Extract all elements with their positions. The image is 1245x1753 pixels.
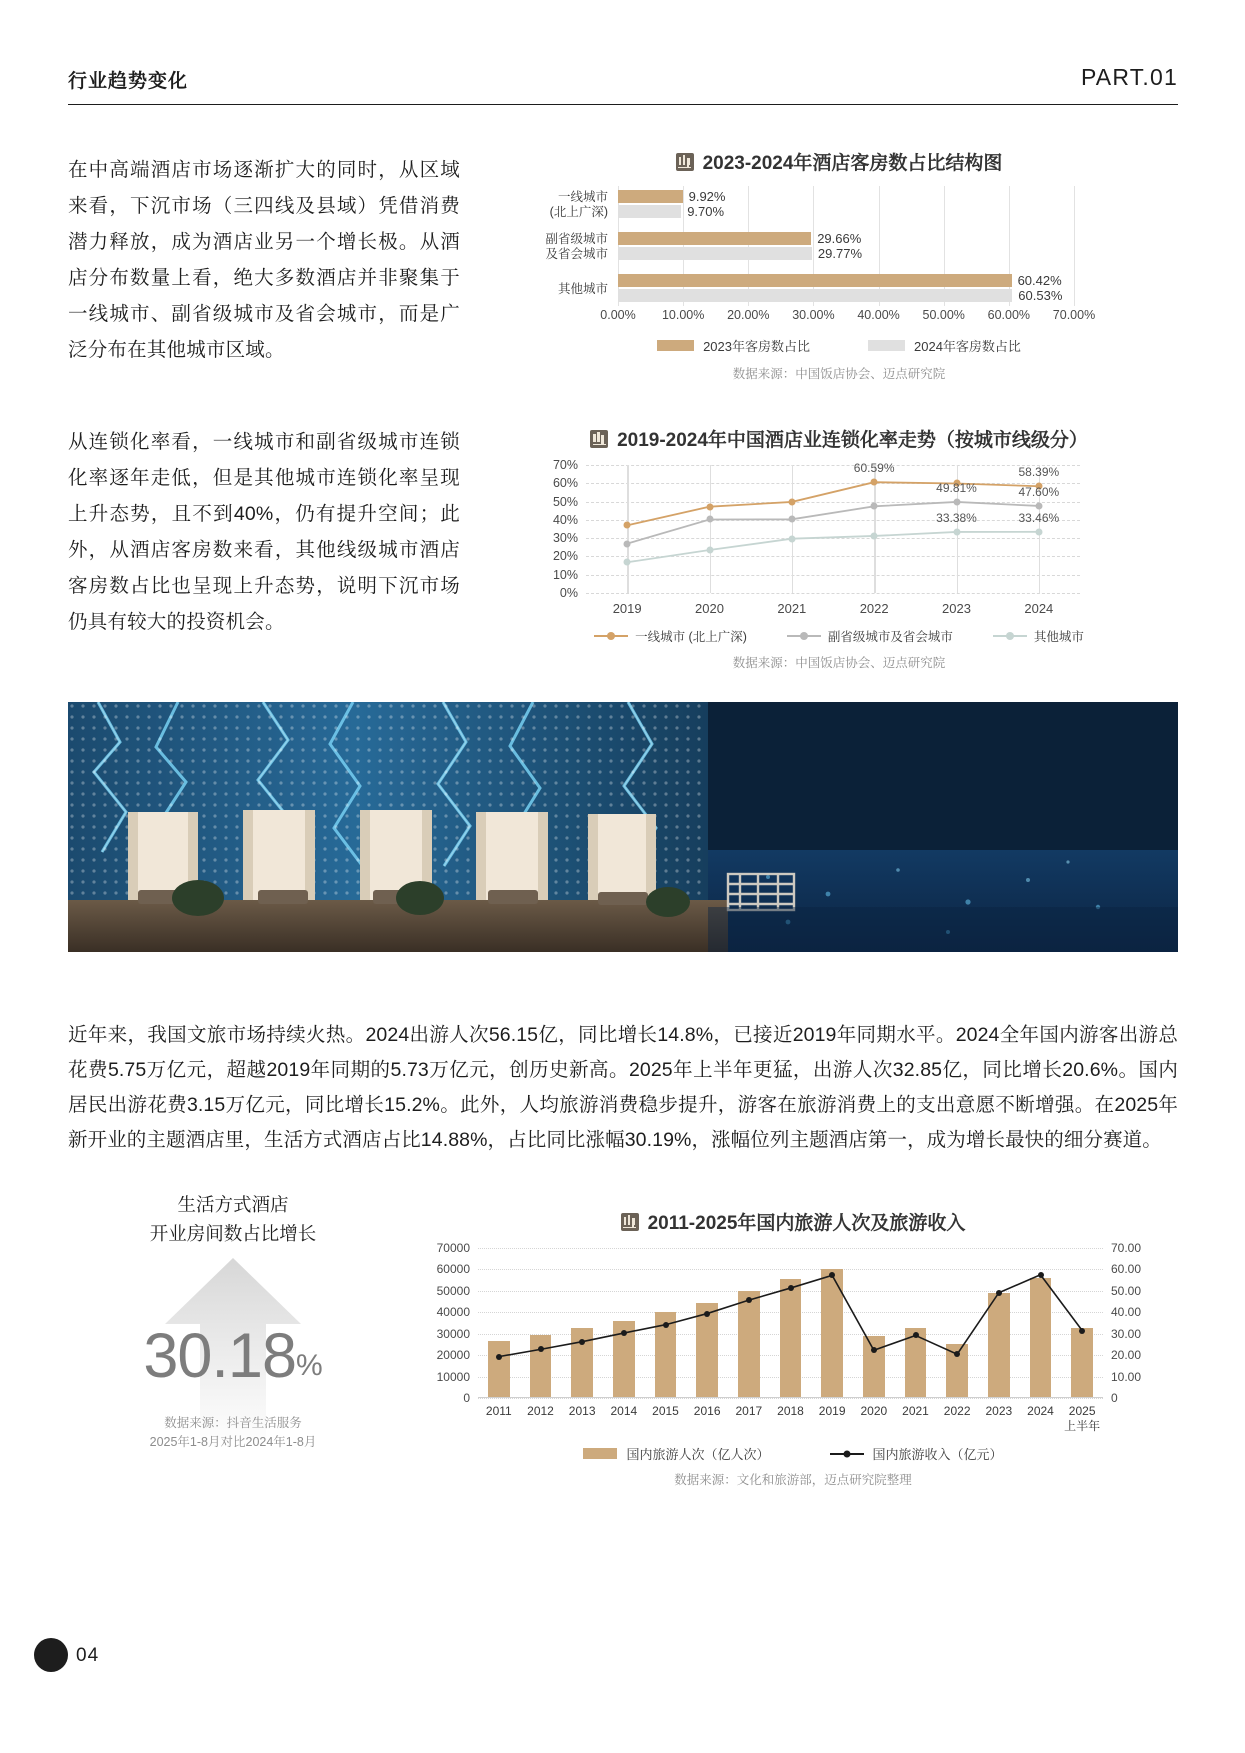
chart3-x-tick: 2020: [860, 1404, 888, 1418]
chart1-x-tick: 70.00%: [1052, 308, 1096, 322]
chart2-data-point: [1035, 528, 1042, 535]
chart-domestic-tourism: [398, 1208, 1188, 1498]
gridline: [478, 1398, 1103, 1399]
chart3-data-point: [496, 1354, 502, 1360]
chart1-value-label: 9.92%: [688, 189, 726, 204]
chart3-data-point: [1038, 1272, 1044, 1278]
arrow-block-source-line2: 2025年1-8月对比2024年1-8月: [149, 1435, 317, 1449]
chart1-category-label: 一线城市 (北上广深): [549, 190, 608, 219]
chart3-y-tick-left: 50000: [436, 1283, 470, 1298]
chart2-point-label: 60.59%: [853, 461, 895, 476]
chart2-data-point: [706, 503, 713, 510]
header-section-title: 行业趋势变化: [68, 71, 189, 92]
chart3-data-point: [829, 1272, 835, 1278]
chart2-x-tick: 2020: [695, 601, 724, 616]
chart2-title-text: 2019-2024年中国酒店业连锁化率走势（按城市线级分）: [617, 430, 1088, 451]
chart3-y-tick-right: 30.00: [1111, 1326, 1142, 1341]
chart1-legend: [500, 336, 1178, 355]
chart3-y-tick-right: 0: [1111, 1391, 1118, 1405]
chart3-data-point: [621, 1330, 627, 1336]
chart2-data-point: [624, 559, 631, 566]
arrow-block-title-line1: 生活方式酒店: [177, 1194, 289, 1215]
chart3-plot: [436, 1241, 1142, 1433]
chart3-legend-item: 国内旅游人次（亿人次）: [583, 1444, 769, 1463]
chart-hotel-room-share: [500, 148, 1178, 398]
chart2-data-point: [871, 503, 878, 510]
chart2-plot: [552, 458, 1080, 616]
chart1-bar: [618, 232, 811, 245]
page-number: 04: [76, 1645, 100, 1666]
gridline: [879, 186, 880, 306]
chart3-x-tick: 2019: [818, 1404, 846, 1418]
chart2-data-point: [788, 498, 795, 505]
gridline: [1074, 186, 1075, 306]
chart3-y-tick-right: 10.00: [1111, 1369, 1142, 1384]
footer-bullet: [34, 1638, 68, 1672]
chart1-legend-item: 2023年客房数占比: [657, 336, 810, 355]
chart3-y-tick-right: 70.00: [1111, 1241, 1142, 1255]
chart1-plot: [545, 186, 1074, 306]
chart3-data-point: [913, 1332, 919, 1338]
chart3-data-point: [871, 1347, 877, 1353]
chart1-x-tick: 60.00%: [987, 308, 1031, 322]
chart3-x-tick: 2023: [985, 1404, 1013, 1418]
chart1-bar: [618, 190, 683, 203]
growth-value: [68, 1320, 398, 1392]
chart2-point-label: 49.81%: [936, 480, 977, 495]
chart3-y-tick-left: 20000: [436, 1348, 470, 1363]
chart3-x-tick: 2011: [485, 1404, 512, 1418]
chart3-y-tick-right: 50.00: [1111, 1283, 1142, 1298]
chart3-source: 数据来源：文化和旅游部，迈点研究院整理: [674, 1473, 912, 1487]
chart3-title-row: [398, 1208, 1188, 1235]
growth-value-number: 30.18: [143, 1321, 296, 1391]
chart2-data-point: [871, 479, 878, 486]
chart3-y-tick-left: 30000: [436, 1326, 470, 1341]
chart2-legend-item: 其他城市: [993, 627, 1084, 645]
chart1-x-tick: 10.00%: [661, 308, 705, 322]
chart2-y-tick: 10%: [552, 567, 578, 582]
chart1-value-label: 29.66%: [817, 231, 862, 246]
chart3-y-tick-right: 60.00: [1111, 1262, 1142, 1277]
gridline: [813, 186, 814, 306]
gridline: [748, 186, 749, 306]
chart3-legend-item: 国内旅游收入（亿元）: [830, 1444, 1003, 1463]
chart3-x-tick: 2017: [735, 1404, 763, 1418]
chart1-value-label: 60.53%: [1018, 288, 1063, 303]
chart2-data-point: [706, 547, 713, 554]
chart1-x-axis: [600, 308, 1096, 326]
arrow-block-title-line2: 开业房间数占比增长: [149, 1223, 317, 1244]
chart3-y-tick-left: 40000: [436, 1305, 470, 1320]
chart1-bar: [618, 289, 1012, 302]
chart2-y-tick: 20%: [552, 549, 578, 564]
chart1-value-label: 29.77%: [817, 246, 863, 261]
chart1-bar: [618, 274, 1012, 287]
chart2-point-label: 47.60%: [1018, 484, 1060, 499]
chart2-x-tick: 2021: [777, 601, 807, 616]
chart3-x-tick: 2012: [527, 1404, 554, 1418]
chart3-data-point: [788, 1285, 794, 1291]
chart3-x-tick: 2018: [777, 1404, 804, 1418]
chart2-legend-item: 副省级城市及省会城市: [787, 627, 953, 645]
chart3-legend: [398, 1444, 1188, 1463]
chart3-data-point: [954, 1351, 960, 1357]
chart3-data-point: [996, 1290, 1002, 1296]
paragraph-2: 从连锁化率看，一线城市和副省级城市连锁化率逐年走低，但是其他城市连锁化率呈现上升态势，且不到40%，仍有提升空间；此外，从酒店客房数来看，其他线级城市酒店客房数占比也呈现上升态势，说明下沉市场仍具有较大的投资机会。: [68, 431, 460, 633]
chart3-y-tick-right: 40.00: [1111, 1305, 1142, 1320]
gridline: [586, 593, 1080, 594]
chart2-point-label: 33.38%: [936, 510, 977, 525]
paragraph-3: 近年来，我国文旅市场持续火热。2024出游人次56.15亿，同比增长14.8%，已接近2019年同期水平。2024全年国内游客出游总花费5.75万亿元，超越2019年同期的5.73万亿元，创历史新高。2025年上半年更猛，出游人次32.85亿，同比增长20.6%。国内居民出游花费3.15万亿元，同比增长15.2%。此外，人均旅游消费稳步提升，游客在旅游消费上的支出意愿不断增强。在2025年新开业的主题酒店里，生活方式酒店占比14.88%，占比同比涨幅30.19%，涨幅位列主题酒店第一，成为增长最快的细分赛道。: [68, 1024, 1178, 1151]
chart1-x-tick: 0.00%: [600, 308, 636, 322]
chart2-x-tick: 2023: [942, 601, 971, 616]
chart3-y-tick-right: 20.00: [1111, 1348, 1142, 1363]
chart2-point-label: 58.39%: [1018, 465, 1060, 480]
gridline: [1009, 186, 1010, 306]
header-part-label: PART.01: [1080, 64, 1178, 90]
bar-chart-icon: [676, 153, 694, 171]
chart3-x-tick: 2021: [902, 1404, 929, 1418]
arrow-block-title: [68, 1190, 398, 1248]
chart1-source: 数据来源：中国饭店协会、迈点研究院: [732, 367, 946, 381]
chart1-x-tick: 30.00%: [792, 308, 835, 322]
chart2-legend: [500, 627, 1178, 645]
chart1-bar: [618, 247, 812, 260]
gridline: [683, 186, 684, 306]
chart3-x-tick: 2022: [943, 1404, 971, 1418]
chart1-x-tick: 50.00%: [922, 308, 965, 322]
chart2-x-tick: 2024: [1024, 601, 1054, 616]
gridline: [618, 186, 619, 306]
chart3-data-point: [746, 1297, 752, 1303]
chart2-y-tick: 0%: [559, 586, 578, 600]
chart2-point-label: 33.46%: [1018, 510, 1060, 525]
chart3-y-tick-left: 10000: [436, 1369, 470, 1384]
chart1-x-tick: 20.00%: [727, 308, 770, 322]
chart2-data-point: [953, 498, 960, 505]
chart3-y-tick-left: 70000: [436, 1241, 470, 1255]
chart3-x-tick: 2014: [610, 1404, 638, 1418]
chart3-line: [478, 1248, 1103, 1398]
chart1-title-row: [500, 148, 1178, 175]
bar-chart-icon: [621, 1213, 639, 1231]
chart2-data-point: [706, 516, 713, 523]
chart2-data-point: [871, 532, 878, 539]
chart1-value-label: 60.42%: [1017, 273, 1062, 288]
chart1-category-label: 其他城市: [557, 282, 608, 296]
header-divider: [68, 104, 1178, 105]
chart3-data-point: [538, 1346, 544, 1352]
chart3-y-tick-left: 60000: [436, 1262, 470, 1277]
page-header: [68, 66, 1178, 108]
bar-chart-icon: [590, 430, 608, 448]
chart3-x-tick: 2025 上半年: [1064, 1404, 1101, 1433]
chart3-x-tick: 2024: [1027, 1404, 1054, 1418]
chart2-data-point: [953, 528, 960, 535]
chart2-x-tick: 2022: [859, 601, 889, 616]
lifestyle-hotel-growth-block: [68, 1190, 398, 1490]
chart1-value-label: 9.70%: [687, 204, 725, 219]
chart2-y-tick: 40%: [552, 512, 578, 527]
chart1-title-text: 2023-2024年酒店客房数占比结构图: [702, 153, 1003, 174]
arrow-block-source-line1: 数据来源：抖音生活服务: [164, 1416, 302, 1430]
paragraph-1: 在中高端酒店市场逐渐扩大的同时，从区域来看，下沉市场（三四线及县域）凭借消费潜力释放，成为酒店业另一个增长极。从酒店分布数量上看，绝大多数酒店并非聚集于一线城市、副省级城市及省会城市，而是广泛分布在其他城市区域。: [68, 159, 460, 361]
chart3-data-point: [579, 1339, 585, 1345]
chart1-category-label: 副省级城市 及省会城市: [545, 232, 608, 261]
chart2-source: 数据来源：中国饭店协会、迈点研究院: [732, 656, 946, 670]
chart2-data-point: [1035, 502, 1042, 509]
chart3-x-tick: 2016: [693, 1404, 721, 1418]
photo-svg: [68, 702, 1178, 952]
chart2-y-tick: 70%: [552, 458, 578, 472]
chart3-x-tick: 2015: [652, 1404, 679, 1418]
chart2-y-tick: 60%: [552, 476, 578, 491]
chart2-x-tick: 2019: [612, 601, 642, 616]
chart2-y-tick: 50%: [552, 494, 578, 509]
chart3-baseline: [478, 1397, 1103, 1398]
chart2-y-tick: 30%: [552, 531, 578, 546]
chart2-data-point: [624, 522, 631, 529]
chart3-y-tick-left: 0: [463, 1391, 470, 1405]
chart1-bar: [618, 205, 681, 218]
hotel-poolside-photo: [68, 702, 1178, 952]
chart3-data-point: [1079, 1328, 1085, 1334]
chart2-data-point: [788, 516, 795, 523]
chart3-data-point: [663, 1322, 669, 1328]
chart3-data-point: [704, 1311, 710, 1317]
chart2-legend-item: 一线城市 (北上广深): [594, 627, 747, 645]
chart2-lines: [586, 465, 1080, 593]
arrow-block-source: [68, 1414, 398, 1452]
gridline: [944, 186, 945, 306]
growth-value-unit: %: [295, 1349, 323, 1382]
chart-chain-rate-trend: [500, 425, 1178, 675]
chart2-data-point: [788, 535, 795, 542]
chart1-legend-item: 2024年客房数占比: [868, 336, 1021, 355]
chart3-title-text: 2011-2025年国内旅游人次及旅游收入: [647, 1213, 966, 1234]
chart2-data-point: [624, 540, 631, 547]
chart2-title-row: [500, 425, 1178, 452]
chart3-x-tick: 2013: [568, 1404, 596, 1418]
chart1-x-tick: 40.00%: [857, 308, 900, 322]
